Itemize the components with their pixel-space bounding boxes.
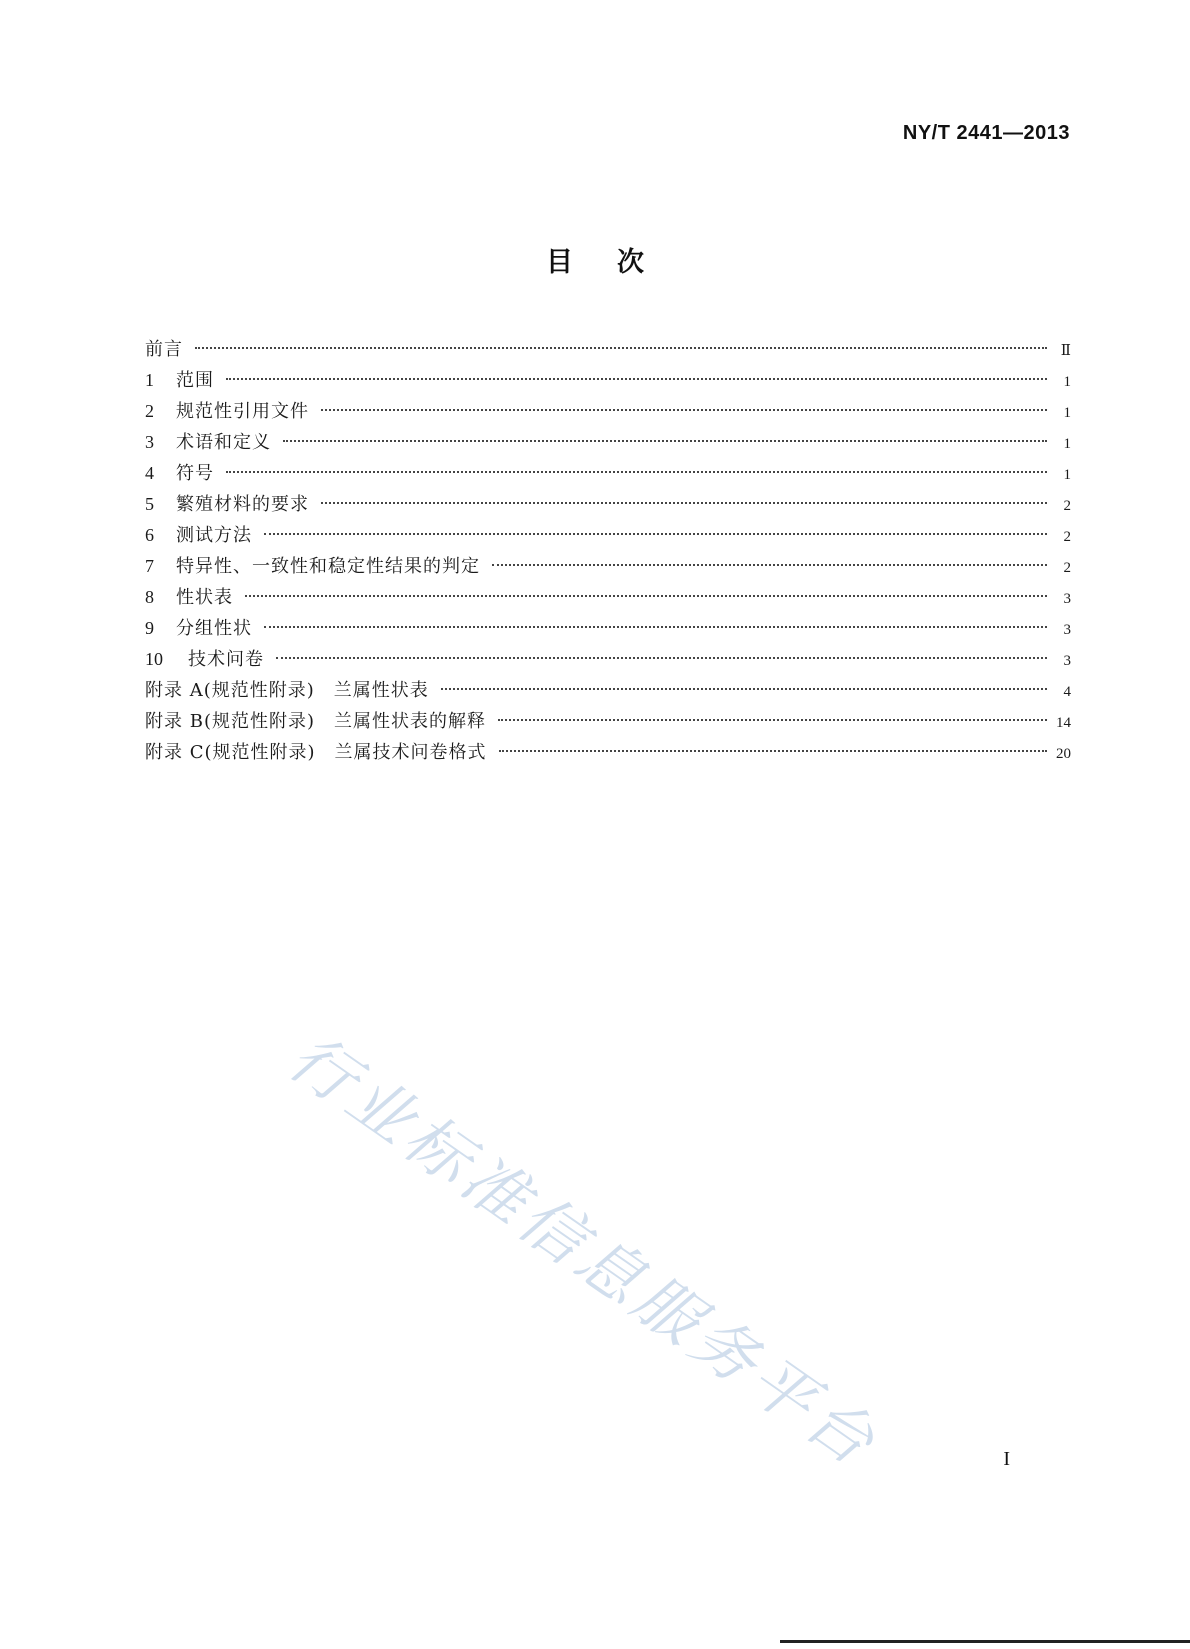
- toc-entry-label: 特异性、一致性和稳定性结果的判定: [176, 556, 480, 577]
- table-of-contents: [145, 334, 1071, 768]
- toc-entry-page: 2: [1063, 529, 1071, 545]
- toc-entry-page: 3: [1063, 653, 1071, 669]
- toc-entry[interactable]: [145, 582, 1071, 613]
- toc-entry[interactable]: [145, 365, 1071, 396]
- toc-entry[interactable]: [145, 334, 1071, 365]
- toc-entry-number: 7: [145, 556, 154, 576]
- toc-dot-leader: [245, 595, 1047, 597]
- toc-entry[interactable]: [145, 706, 1071, 737]
- toc-entry[interactable]: [145, 737, 1071, 768]
- toc-entry-page: 1: [1063, 405, 1071, 421]
- bottom-rule: [780, 1640, 1190, 1643]
- toc-entry-label: 附录 B(规范性附录) 兰属性状表的解释: [145, 711, 486, 732]
- toc-entry-label: 繁殖材料的要求: [176, 494, 309, 515]
- toc-entry-label: 附录 A(规范性附录) 兰属性状表: [145, 680, 429, 701]
- toc-entry-page: 14: [1056, 715, 1071, 731]
- toc-entry-page: 3: [1063, 622, 1071, 638]
- toc-entry-number: 10: [145, 649, 163, 669]
- toc-entry-label: 测试方法: [176, 525, 252, 546]
- toc-entry-label: 术语和定义: [176, 432, 271, 453]
- toc-entry[interactable]: [145, 520, 1071, 551]
- toc-entry-label: 性状表: [176, 587, 233, 608]
- toc-dot-leader: [498, 719, 1047, 721]
- toc-entry-page: 2: [1063, 560, 1071, 576]
- toc-entry[interactable]: [145, 427, 1071, 458]
- toc-entry-label: 前言: [145, 339, 183, 360]
- toc-entry-number: 9: [145, 618, 154, 638]
- toc-entry-page: 3: [1063, 591, 1071, 607]
- toc-entry-number: 8: [145, 587, 154, 607]
- toc-entry[interactable]: [145, 458, 1071, 489]
- toc-dot-leader: [283, 440, 1047, 442]
- toc-entry-page: 1: [1063, 436, 1071, 452]
- page-title: 目次: [546, 247, 688, 278]
- toc-entry-number: 4: [145, 463, 154, 483]
- toc-dot-leader: [321, 409, 1047, 411]
- toc-dot-leader: [264, 626, 1047, 628]
- page-number: I: [1003, 1448, 1010, 1470]
- toc-entry-page: 20: [1056, 746, 1071, 762]
- toc-dot-leader: [441, 688, 1047, 690]
- toc-dot-leader: [226, 471, 1047, 473]
- toc-entry-page: 2: [1063, 498, 1071, 514]
- toc-entry-page: Ⅱ: [1060, 343, 1071, 359]
- toc-entry-page: 4: [1063, 684, 1071, 700]
- toc-entry-page: 1: [1063, 467, 1071, 483]
- toc-entry[interactable]: [145, 489, 1071, 520]
- toc-dot-leader: [195, 347, 1047, 349]
- standard-code: NY/T 2441—2013: [902, 122, 1070, 144]
- toc-dot-leader: [499, 750, 1047, 752]
- toc-entry-page: 1: [1063, 374, 1071, 390]
- toc-dot-leader: [264, 533, 1047, 535]
- toc-entry[interactable]: [145, 644, 1071, 675]
- toc-entry[interactable]: [145, 396, 1071, 427]
- toc-entry-label: 分组性状: [176, 618, 252, 639]
- toc-dot-leader: [276, 657, 1047, 659]
- toc-entry-label: 附录 C(规范性附录) 兰属技术问卷格式: [145, 742, 487, 763]
- toc-entry-number: 6: [145, 525, 154, 545]
- toc-entry[interactable]: [145, 551, 1071, 582]
- toc-entry[interactable]: [145, 675, 1071, 706]
- toc-entry-label: 范围: [176, 370, 214, 391]
- watermark: 行业标准信息服务平台: [275, 1020, 892, 1483]
- toc-entry-number: 1: [145, 370, 154, 390]
- toc-entry-label: 技术问卷: [188, 649, 264, 670]
- toc-entry-number: 3: [145, 432, 154, 452]
- toc-entry-number: 5: [145, 494, 154, 514]
- toc-dot-leader: [321, 502, 1047, 504]
- toc-entry-label: 符号: [176, 463, 214, 484]
- toc-entry[interactable]: [145, 613, 1071, 644]
- toc-dot-leader: [226, 378, 1047, 380]
- toc-dot-leader: [492, 564, 1047, 566]
- toc-entry-label: 规范性引用文件: [176, 401, 309, 422]
- toc-entry-number: 2: [145, 401, 154, 421]
